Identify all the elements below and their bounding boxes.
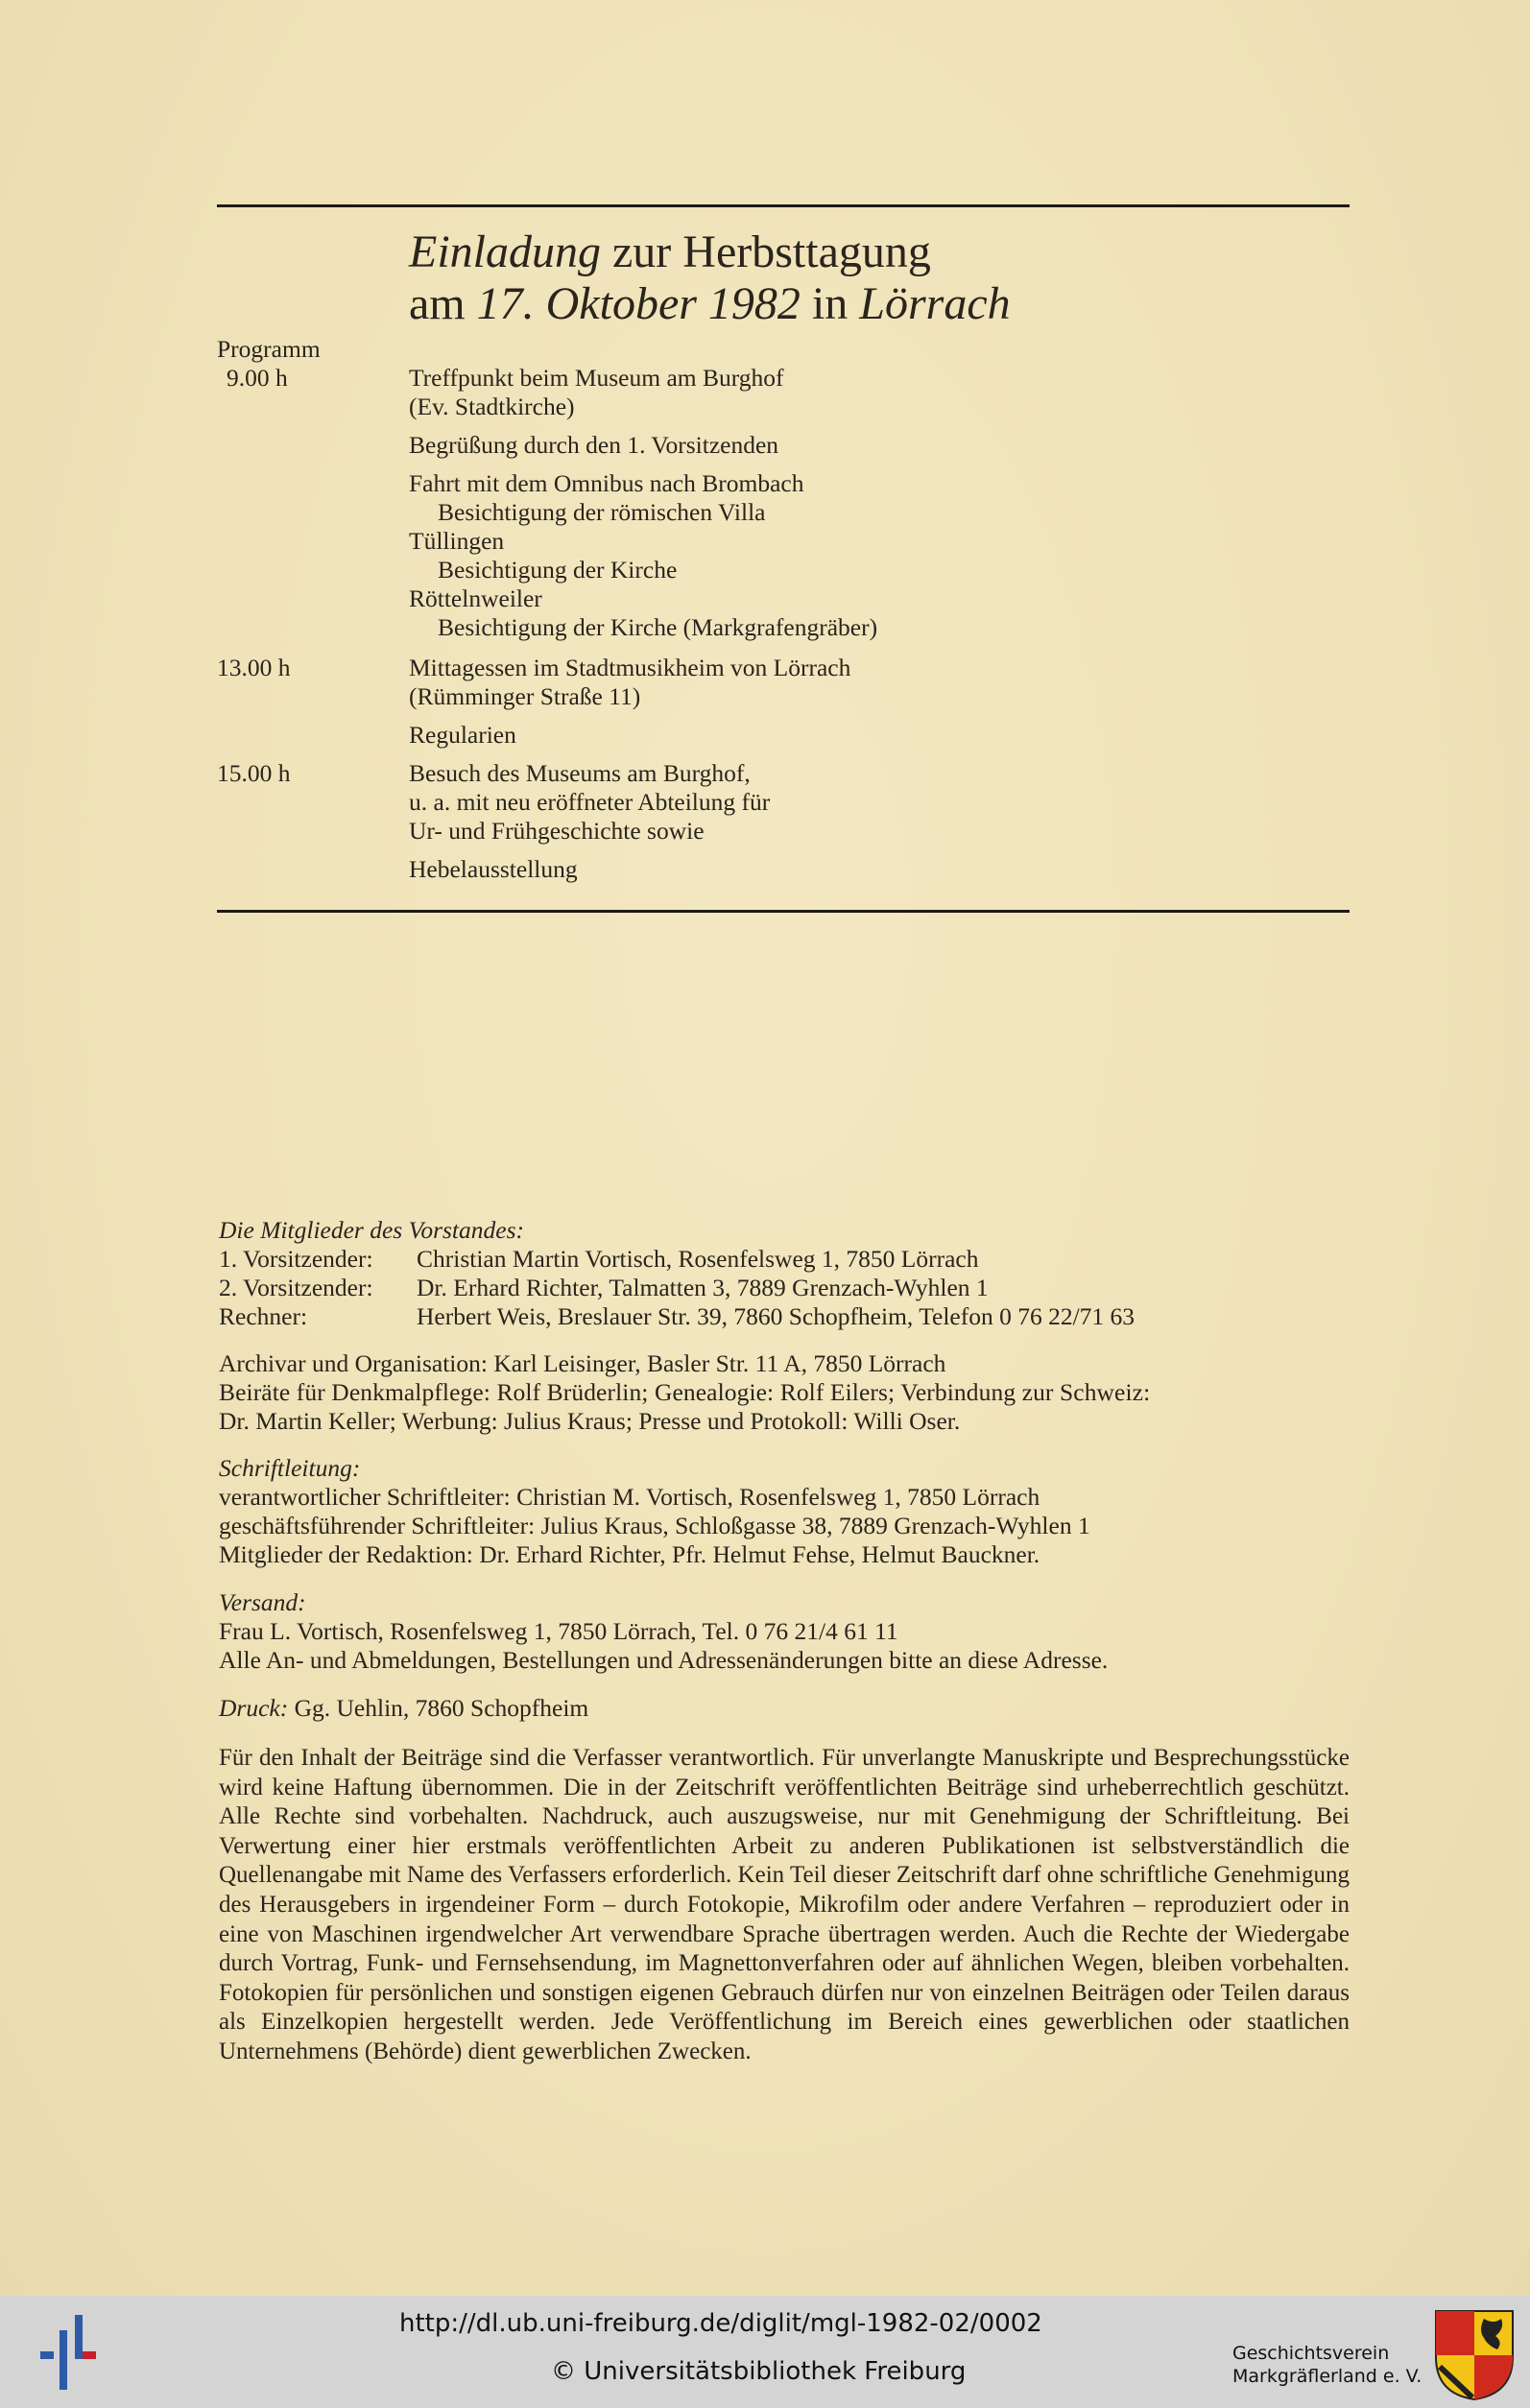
legal-paragraph: Für den Inhalt der Beiträge sind die Verfasser verantwortlich. Für unverlangte Manuskripte und Besprechungsstücke wird keine Haftung übernommen. Die in der Zeitschrift veröffentlichten Beiträge sind urheberrechtlich geschützt. Alle Rechte sind vorbehalten. Nachdruck, auch auszugsweise, nur mit Genehmigung der Schriftleitung. Bei Verwertung einer hier erstmals veröffentlichten Arbeit zu anderen Publikationen ist selbstverständlich die Quellenangabe mit Name des Verfassers erforderlich. Kein Teil dieser Zeitschrift darf ohne schriftliche Genehmigung des Herausgebers in irgendeiner Form – durch Fotokopie, Mikrofilm oder andere Verfahren – reproduziert oder in eine von Maschinen irgendwelcher Art verwendbare Sprache übertragen werden. Auch die Rechte der Wiedergabe durch Vortrag, Funk- und Fernsehsendung, im Magnettonverfahren oder auf ähnlichen Wegen, bleiben vorbehalten. Fotokopien für persönlichen und sonstigen eigenen Gebrauch dürfen nur von einzelnen Beiträgen oder Teilen daraus als Einzelkopien hergestellt werden. Jede Veröffentlichung im Bereich eines gewerblichen oder staatlichen Unternehmens (Behörde) dient gewerblichen Zwecken.	[219, 1745, 1350, 2064]
editorial-line: Mitglieder der Redaktion: Dr. Erhard Richter, Pfr. Helmut Fehse, Helmut Bauckner.	[219, 1540, 1040, 1568]
program-line: Ur- und Frühgeschichte sowie	[409, 817, 705, 845]
program-line: Hebelausstellung	[409, 855, 578, 883]
org-line-1: Geschichtsverein	[1232, 2343, 1390, 2364]
title-einladung: Einladung	[409, 226, 601, 277]
program-line: Besichtigung der Kirche	[438, 556, 678, 584]
program-line: Regularien	[409, 721, 516, 749]
program-line: Besuch des Museums am Burghof,	[409, 759, 751, 787]
ub-freiburg-logo	[35, 2311, 102, 2392]
program-line: Besichtigung der römischen Villa	[438, 498, 766, 526]
org-line-2: Markgräflerland e. V.	[1232, 2366, 1422, 2387]
title-rest: zur Herbsttagung	[601, 226, 931, 277]
shipping-heading: Versand:	[219, 1588, 306, 1616]
editorial-heading: Schriftleitung:	[219, 1454, 361, 1482]
program-line: u. a. mit neu eröffneter Abteilung für	[409, 788, 771, 816]
document-url[interactable]: http://dl.ub.uni-freiburg.de/diglit/mgl-1982-02/0002	[399, 2309, 1042, 2338]
board-name: Herbert Weis, Breslauer Str. 39, 7860 Schopfheim, Telefon 0 76 22/71 63	[417, 1302, 1136, 1330]
board-role: 2. Vorsitzender:	[219, 1274, 373, 1301]
title-line-2	[409, 278, 1011, 330]
board-extra: Beiräte für Denkmalpflege: Rolf Brüderlin; Genealogie: Rolf Eilers; Verbindung zur Schweiz:	[219, 1378, 1151, 1406]
board-extra: Dr. Martin Keller; Werbung: Julius Kraus; Presse und Protokoll: Willi Oser.	[219, 1407, 961, 1435]
title-am: am	[409, 278, 477, 329]
title-in: in	[800, 278, 860, 329]
title-place: Lörrach	[859, 278, 1011, 329]
board-name: Dr. Erhard Richter, Talmatten 3, 7889 Grenzach-Wyhlen 1	[417, 1274, 989, 1301]
print-value: Gg. Uehlin, 7860 Schopfheim	[288, 1694, 589, 1722]
time-1300: 13.00 h	[217, 654, 291, 681]
program-line: (Rümminger Straße 11)	[409, 682, 641, 710]
editorial-line: geschäftsführender Schriftleiter: Julius Kraus, Schloßgasse 38, 7889 Grenzach-Wyhlen 1	[219, 1512, 1090, 1539]
program-line: Tüllingen	[409, 527, 505, 555]
program-line: Fahrt mit dem Omnibus nach Brombach	[409, 469, 804, 497]
time-0900: 9.00 h	[227, 364, 288, 392]
title-line-1	[409, 226, 931, 278]
board-role: Rechner:	[219, 1302, 308, 1330]
coat-of-arms-icon	[1434, 2309, 1515, 2401]
bottom-rule	[217, 910, 1350, 913]
program-line: (Ev. Stadtkirche)	[409, 393, 575, 420]
shipping-line: Frau L. Vortisch, Rosenfelsweg 1, 7850 Lörrach, Tel. 0 76 21/4 61 11	[219, 1617, 898, 1645]
org-name	[1232, 2342, 1422, 2388]
time-1500: 15.00 h	[217, 759, 291, 787]
program-line: Besichtigung der Kirche (Markgrafengräber)	[438, 613, 878, 641]
copyright: © Universitätsbibliothek Freiburg	[551, 2357, 967, 2386]
program-line: Begrüßung durch den 1. Vorsitzenden	[409, 431, 779, 459]
program-line: Treffpunkt beim Museum am Burghof	[409, 364, 784, 392]
print-label: Druck:	[219, 1694, 289, 1722]
top-rule	[217, 204, 1350, 207]
board-role: 1. Vorsitzender:	[219, 1245, 373, 1273]
program-line: Röttelnweiler	[409, 584, 542, 612]
board-name: Christian Martin Vortisch, Rosenfelsweg 1, 7850 Lörrach	[417, 1245, 979, 1273]
program-line: Mittagessen im Stadtmusikheim von Lörrach	[409, 654, 851, 681]
footer-bar	[0, 2296, 1530, 2408]
print-line	[219, 1694, 588, 1723]
shipping-line: Alle An- und Abmeldungen, Bestellungen und Adressenänderungen bitte an diese Adresse.	[219, 1646, 1109, 1674]
program-label: Programm	[217, 335, 321, 363]
title-date: 17. Oktober 1982	[476, 278, 801, 329]
board-extra: Archivar und Organisation: Karl Leisinger, Basler Str. 11 A, 7850 Lörrach	[219, 1349, 946, 1377]
editorial-line: verantwortlicher Schriftleiter: Christian M. Vortisch, Rosenfelsweg 1, 7850 Lörrach	[219, 1483, 1040, 1511]
board-heading: Die Mitglieder des Vorstandes:	[219, 1216, 524, 1244]
